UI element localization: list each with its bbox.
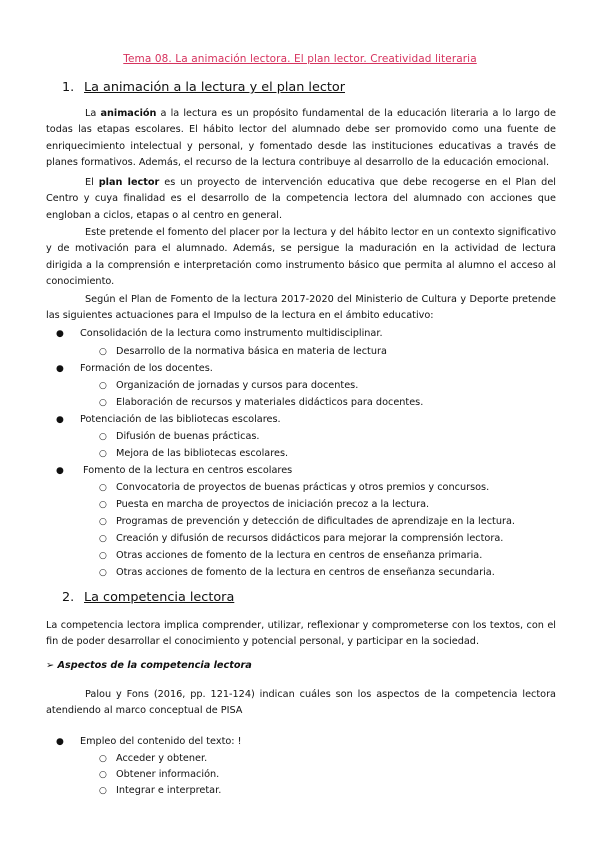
sub-list-item [99,429,260,445]
sub-list-item [99,395,424,411]
sub-bullet-icon: ○ [99,517,107,527]
list-item-text: Elaboración de recursos y materiales didácticos para docentes. [116,397,424,408]
sub-list-item [99,531,504,547]
list-item-text: Acceder y obtener. [116,753,208,764]
paragraph-plan-fomento: Según el Plan de Fomento de la lectura 2017-2020 del Ministerio de Cultura y Deporte pretende las siguientes actuaciones para el Impulso de la lectura en el ámbito educativo: [46,294,556,322]
list-item-text: Consolidación de la lectura como instrumento multidisciplinar. [80,328,383,339]
paragraph-text: La [85,108,101,119]
list-item [56,412,281,428]
paragraph-animacion [46,106,556,171]
sub-list-item [99,548,483,564]
sub-bullet-icon: ○ [99,449,107,459]
list-item-text: Otras acciones de fomento de la lectura en centros de enseñanza primaria. [116,550,483,561]
list-item [56,463,293,479]
bullet-icon: ● [56,737,64,747]
sub-bullet-icon: ○ [99,347,107,357]
paragraph-palou-fons: Palou y Fons (2016, pp. 121-124) indican cuáles son los aspectos de la competencia lectora atendiendo al marco conceptual de PISA [46,689,556,717]
sub-bullet-icon: ○ [99,551,107,561]
sub-bullet-icon: ○ [99,483,107,493]
sub-list-item [99,344,387,360]
list-item-text: Programas de prevención y detección de dificultades de aprendizaje en la lectura. [116,516,515,527]
sub-list-item [99,446,289,462]
sub-bullet-icon: ○ [99,770,107,780]
list-item-text: Potenciación de las bibliotecas escolares. [80,414,281,425]
sub-list-item [99,480,490,496]
list-item [56,734,242,750]
list-item-text: Fomento de la lectura en centros escolares [83,465,293,476]
paragraph-competencia: La competencia lectora implica comprender, utilizar, reflexionar y comprometerse con los textos, con el fin de poder desarrollar el conocimiento y potencial personal, y participar en la sociedad. [46,620,556,648]
list-item-text: Difusión de buenas prácticas. [116,431,260,442]
bullet-icon: ● [56,329,64,339]
section-1-title: La animación a la lectura y el plan lector [84,80,345,95]
paragraph-plan-lector [46,175,556,224]
paragraph-text: El [85,177,99,188]
section-2-heading [62,590,234,605]
document-title: Tema 08. La animación lectora. El plan lector. Creatividad literaria [123,53,477,65]
list-item-text: Organización de jornadas y cursos para docentes. [116,380,359,391]
section-1-number: 1. [62,80,75,95]
sub-bullet-icon: ○ [99,500,107,510]
paragraph-text: a la lectura es un propósito fundamental de la educación literaria a lo largo de todas las etapas escolares. El hábito lector del alumnado debe ser promovido como una fuente de enriquecimiento intelectual y personal, y fomentado desde las instituciones educativas a través de planes formativos. Además, el recurso de la lectura contribuye al desarrollo de la educación emocional. [46,108,556,168]
list-item-text: Formación de los docentes. [80,363,213,374]
paragraph-fomento: Este pretende el fomento del placer por la lectura y del hábito lector en un contexto significativo y de motivación para el alumnado. Además, se persigue la maduración en la actividad de lectura dirigida a la comprensión e interpretación como instrumento básico que permita al alumno el acceso al conocimiento. [46,227,556,287]
sub-bullet-icon: ○ [99,381,107,391]
sub-bullet-icon: ○ [99,568,107,578]
list-item-text: Creación y difusión de recursos didácticos para mejorar la comprensión lectora. [116,533,504,544]
sub-list-item [99,378,359,394]
list-item [56,361,213,377]
sub-list-item [99,497,430,513]
section-2-number: 2. [62,590,75,605]
sub-bullet-icon: ○ [99,534,107,544]
section-1-heading [62,80,345,95]
bold-term-animacion: animación [100,108,157,119]
paragraph-text: es un proyecto de intervención educativa que debe recogerse en el Plan del Centro y cuya finalidad es el desarrollo de la competencia lectora del alumnado con acciones que engloban a ciclos, etapas o al centro en general. [46,177,556,221]
bullet-icon: ● [56,466,64,476]
bullet-icon: ● [56,415,64,425]
sub-bullet-icon: ○ [99,786,107,796]
list-item [56,326,383,342]
list-item-text: Empleo del contenido del texto: ! [80,736,242,747]
list-item-text: Obtener información. [116,769,220,780]
list-item-text: Otras acciones de fomento de la lectura en centros de enseñanza secundaria. [116,567,495,578]
sub-list-item [99,751,208,767]
sub-list-item [99,514,515,530]
bold-term-plan-lector: plan lector [98,177,160,188]
aspects-heading: ➢ Aspectos de la competencia lectora [46,660,252,671]
list-item-text: Mejora de las bibliotecas escolares. [116,448,289,459]
sub-bullet-icon: ○ [99,754,107,764]
sub-list-item [99,783,222,799]
sub-bullet-icon: ○ [99,432,107,442]
sub-list-item [99,767,220,783]
sub-bullet-icon: ○ [99,398,107,408]
list-item-text: Convocatoria de proyectos de buenas prácticas y otros premios y concursos. [116,482,490,493]
list-item-text: Desarrollo de la normativa básica en materia de lectura [116,346,387,357]
section-2-title: La competencia lectora [84,590,235,605]
list-item-text: Puesta en marcha de proyectos de iniciación precoz a la lectura. [116,499,430,510]
list-item-text: Integrar e interpretar. [116,785,222,796]
sub-list-item [99,565,495,581]
bullet-icon: ● [56,364,64,374]
